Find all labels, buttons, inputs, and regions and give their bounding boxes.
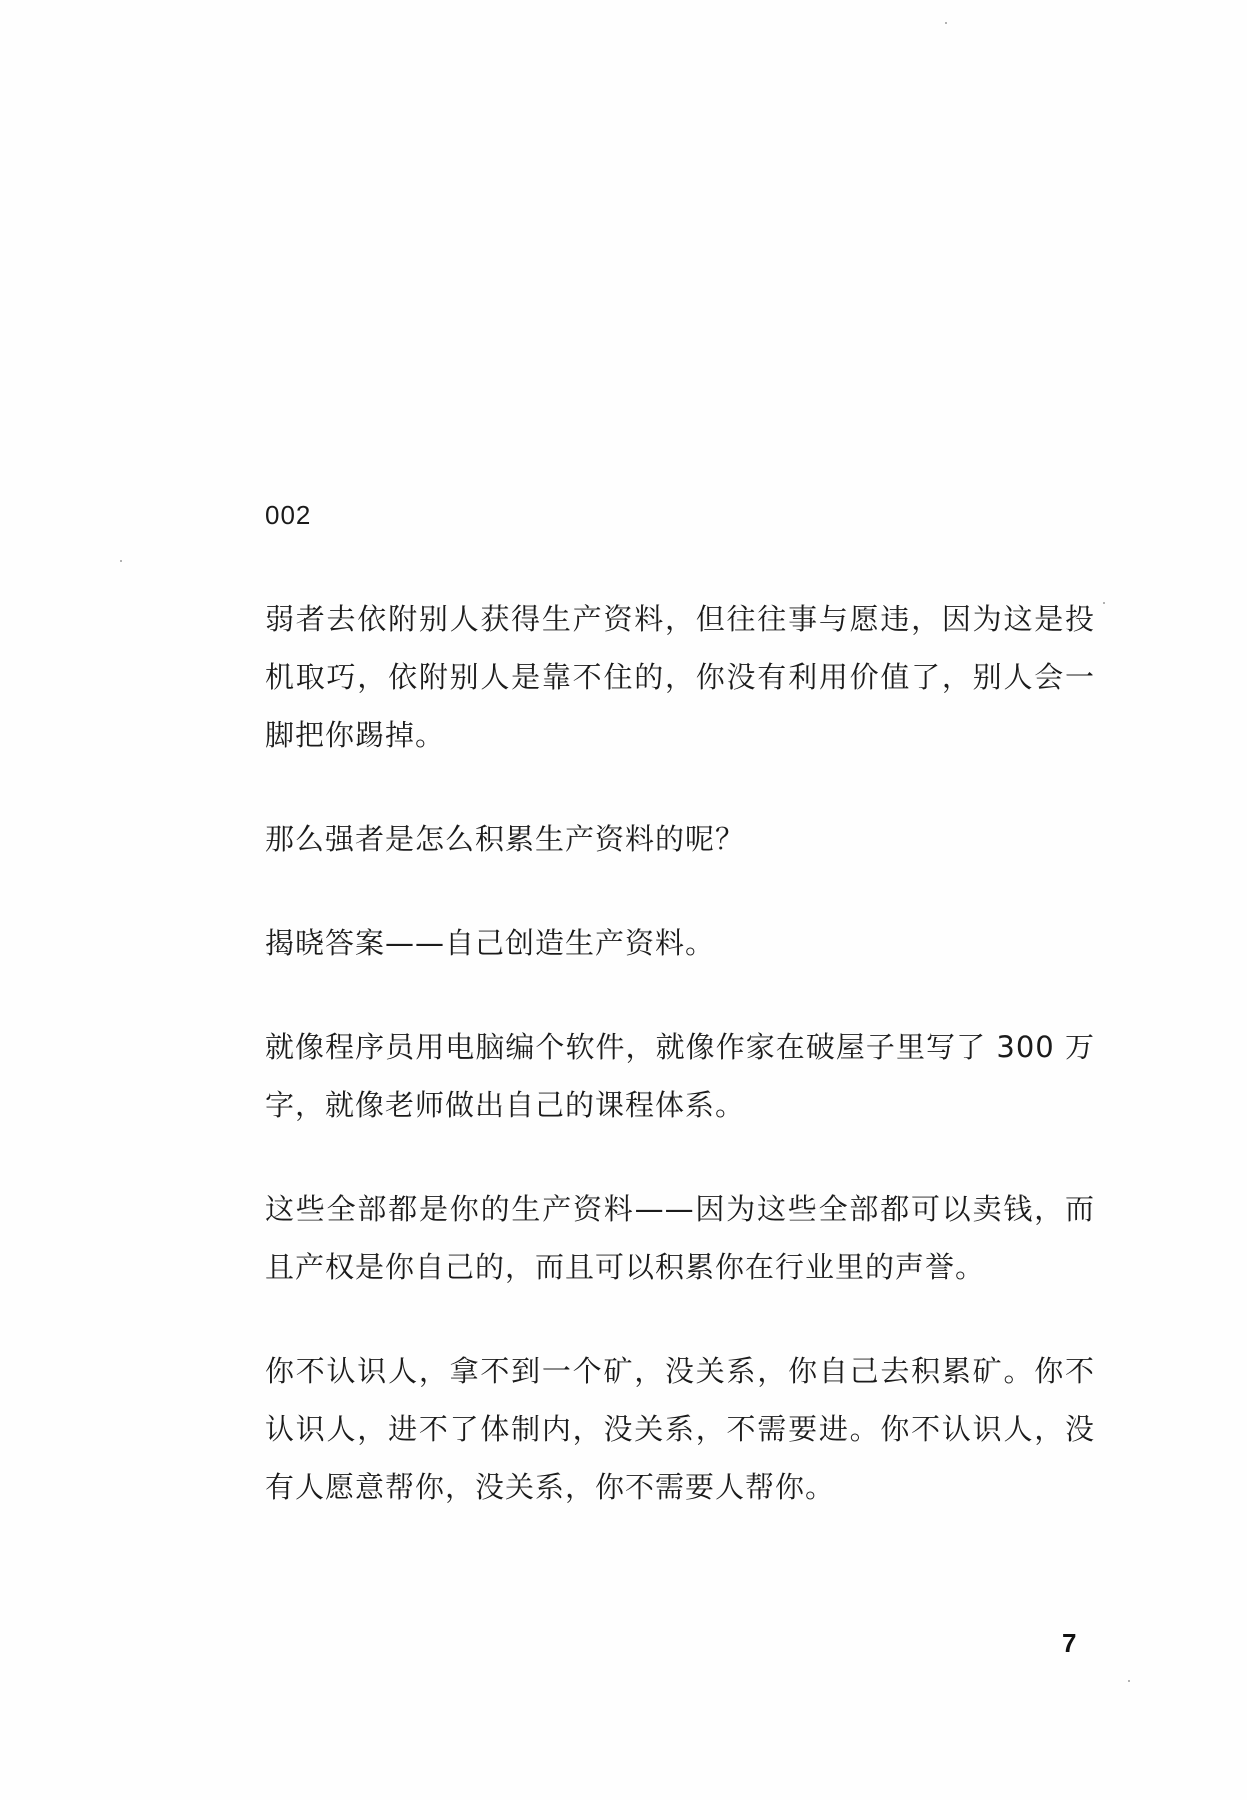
paragraph-4: 就像程序员用电脑编个软件，就像作家在破屋子里写了 300 万字，就像老师做出自己的课程体系。 — [265, 1030, 1095, 1122]
paragraph-2: 那么强者是怎么积累生产资料的呢？ — [265, 822, 746, 856]
paragraph-3: 揭晓答案——自己创造生产资料。 — [265, 926, 716, 960]
paragraph-5: 这些全部都是你的生产资料——因为这些全部都可以卖钱，而且产权是你自己的，而且可以积累你在行业里的声誉。 — [265, 1192, 1095, 1284]
paragraph-6: 你不认识人，拿不到一个矿，没关系，你自己去积累矿。你不认识人，进不了体制内，没关系，不需要进。你不认识人，没有人愿意帮你，没关系，你不需要人帮你。 — [265, 1354, 1095, 1504]
scan-speck — [1103, 602, 1105, 604]
scan-speck — [120, 560, 122, 562]
body-text — [265, 590, 1095, 1562]
page-number: 7 — [1062, 1628, 1077, 1658]
scan-speck — [945, 22, 947, 24]
scan-speck — [1128, 1680, 1130, 1682]
paragraph-1: 弱者去依附别人获得生产资料，但往往事与愿违，因为这是投机取巧，依附别人是靠不住的，你没有利用价值了，别人会一脚把你踢掉。 — [265, 602, 1095, 752]
section-number: 002 — [265, 500, 312, 530]
